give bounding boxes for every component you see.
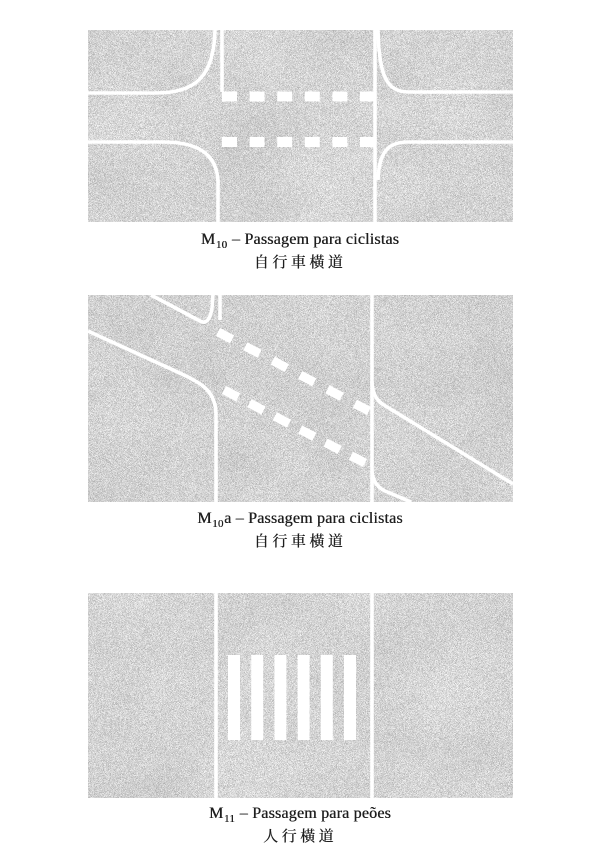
figure-m10a-illustration xyxy=(88,295,513,502)
label-text: – Passagem para ciclistas xyxy=(227,231,400,248)
label-suffix: a xyxy=(224,510,232,527)
m10-road-marking-drawing xyxy=(88,30,513,222)
figure-caption-chinese: 人行橫道 xyxy=(262,829,337,845)
label-letter: M xyxy=(197,510,212,527)
label-text: – Passagem para ciclistas xyxy=(231,510,403,527)
figure-caption-chinese: 自行車橫道 xyxy=(253,534,347,550)
m11-road-marking-drawing xyxy=(88,593,513,798)
caption-m10a xyxy=(0,509,600,551)
caption-m11 xyxy=(0,804,600,846)
scan-unevenness-overlay xyxy=(88,295,513,502)
figure-label-m10 xyxy=(0,230,600,250)
label-subscript: 10 xyxy=(212,518,224,530)
figure-m11-illustration xyxy=(88,593,513,798)
figure-label-m11 xyxy=(0,804,600,824)
caption-m10 xyxy=(0,230,600,272)
label-text: – Passagem para peões xyxy=(235,805,391,822)
figure-m10-illustration xyxy=(88,30,513,222)
label-letter: M xyxy=(200,231,216,248)
scan-unevenness-overlay xyxy=(88,30,513,222)
figure-label-m10a xyxy=(0,509,600,529)
label-subscript: 10 xyxy=(215,239,228,251)
m10a-road-marking-drawing xyxy=(88,295,513,502)
figure-caption-chinese: 自行車橫道 xyxy=(253,255,347,271)
label-letter: M xyxy=(209,805,224,822)
label-subscript: 11 xyxy=(223,813,235,825)
